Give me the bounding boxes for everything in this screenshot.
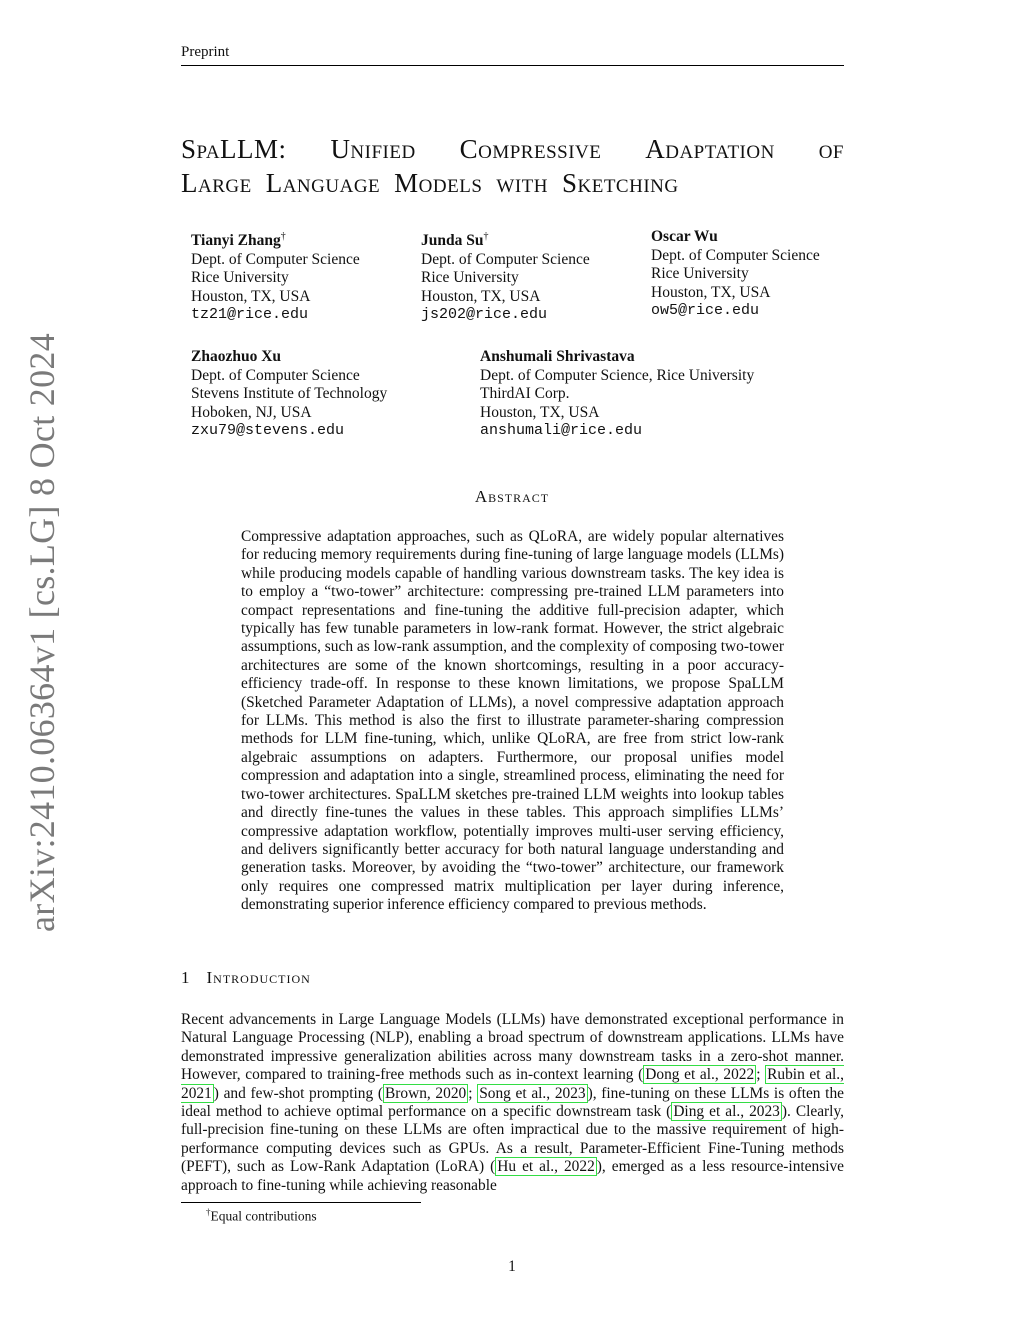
citation-link[interactable]: Hu et al., 2022 <box>497 1158 595 1176</box>
author-email[interactable]: js202@rice.edu <box>421 306 548 324</box>
author-affiliation: ThirdAI Corp. <box>480 385 570 402</box>
author-block <box>651 228 820 321</box>
author-block <box>421 228 590 325</box>
citation-link[interactable]: Brown, 2020 <box>385 1084 467 1102</box>
author-location: Houston, TX, USA <box>191 287 311 305</box>
title-word: Adaptation <box>645 134 775 164</box>
author-location: Houston, TX, USA <box>651 283 771 301</box>
title-word: Large <box>181 168 252 198</box>
citation-link[interactable]: Song et al., 2023 <box>479 1084 586 1102</box>
footnote <box>206 1207 317 1225</box>
author-name: Oscar Wu <box>651 228 718 245</box>
paper-title <box>181 132 844 200</box>
citation-link[interactable]: Dong et al., 2022 <box>645 1066 755 1084</box>
author-dept: Dept. of Computer Science <box>421 250 590 268</box>
author-location: Hoboken, NJ, USA <box>191 403 312 421</box>
running-header: Preprint <box>181 44 230 60</box>
section-heading <box>181 968 311 988</box>
author-dept: Dept. of Computer Science <box>191 366 360 384</box>
header-rule <box>181 65 844 66</box>
author-affiliation: Rice University <box>421 269 519 287</box>
author-name: Zhaozhuo Xu <box>191 348 282 365</box>
body-text: ; <box>468 1084 478 1102</box>
section-number: 1 <box>181 968 191 987</box>
body-text: ), emerged as a less resource-intensive approach to fine-tuning while achieving reasonable <box>181 1158 844 1194</box>
section-title: Introduction <box>206 968 311 987</box>
author-dept: Dept. of Computer Science, Rice University <box>480 366 755 384</box>
arxiv-identifier: arXiv:2410.06364v1 [cs.LG] 8 Oct 2024 <box>22 333 62 932</box>
author-location: Houston, TX, USA <box>421 287 541 305</box>
abstract-heading: Abstract <box>474 487 550 506</box>
body-text: ) and few-shot prompting ( <box>213 1084 383 1102</box>
title-word: Models <box>394 168 483 198</box>
citation-link[interactable]: Ding et al., 2023 <box>673 1103 780 1121</box>
author-affiliation: Rice University <box>191 269 289 287</box>
author-name: Anshumali Shrivastava <box>480 348 635 365</box>
author-location: Houston, TX, USA <box>480 403 600 421</box>
author-affiliation: Rice University <box>651 265 749 282</box>
body-text: Recent advancements in Large Language Models (LLMs) have demonstrated exceptional performance in Natural Language Processing (NLP), enabling a broad spectrum of downstream applications. LLMs have demonstrated impressive generalization abilities across many downstream tasks in a zero-shot manner. However, compared to training-free methods such as in-context learning ( <box>181 1011 844 1084</box>
title-word: Unified <box>330 134 416 164</box>
author-dept: Dept. of Computer Science <box>191 250 360 268</box>
author-name: Tianyi Zhang† <box>191 231 286 250</box>
title-word: of <box>818 134 844 164</box>
author-email[interactable]: anshumali@rice.edu <box>480 422 643 439</box>
author-email[interactable]: zxu79@stevens.edu <box>191 422 345 439</box>
author-block <box>480 348 754 441</box>
footnote-mark: † <box>206 1207 211 1217</box>
introduction-paragraph <box>181 1011 844 1195</box>
title-word: Compressive <box>459 134 602 164</box>
title-word: SpaLLM: <box>181 134 287 164</box>
title-line-1 <box>181 132 844 166</box>
author-affiliation: Stevens Institute of Technology <box>191 385 388 402</box>
title-line-2 <box>181 166 844 200</box>
author-name: Junda Su† <box>421 231 489 250</box>
abstract-text: Compressive adaptation approaches, such as QLoRA, are widely popular alternatives for reducing memory requirements during fine-tuning of large language models (LLMs) while producing models capable of handling various downstream tasks. The key idea is to employ a “two-tower” architecture: compressing pre-trained LLM parameters into compact representations and fine-tuning the additive full-precision adapter, which typically has few tunable parameters in low-rank format. However, the strict algebraic assumptions, such as low-rank assumption, and the complexity of composing two-tower architectures are some of the known shortcomings, resulting in a poor accuracy-efficiency trade-off. In response to these known limitations, we propose SpaLLM (Sketched Parameter Adaptation of LLMs), a novel compressive adaptation approach for LLMs. This method is also the first to illustrate parameter-sharing compression methods for LLM fine-tuning, which, unlike QLoRA, are free from strict low-rank algebraic assumptions on adapters. Furthermore, our proposal unifies model compression and adaptation into a single, streamlined process, eliminating the need for two-tower architectures. SpaLLM sketches pre-trained LLM weights into lookup tables and directly fine-tunes the values in these tables. This approach simplifies LLMs’ compressive adaptation workflow, potentially improves multi-user serving efficiency, and delivers significantly better accuracy for both natural language understanding and generation tasks. Moreover, by avoiding the “two-tower” architecture, our framework only requires one compressed matrix multiplication per layer during inference, demonstrating superior inference efficiency compared to previous methods. <box>241 528 784 914</box>
body-text: ), fine-tuning on these LLMs is often the ideal method to achieve optimal performance on a specific downstream task ( <box>181 1084 844 1121</box>
citation-link[interactable]: Rubin et al., 2021 <box>181 1066 845 1102</box>
author-email[interactable]: tz21@rice.edu <box>191 306 309 324</box>
author-block <box>191 228 360 325</box>
footnote-rule <box>181 1202 421 1203</box>
body-text: ). Clearly, full-precision fine-tuning on these LLMs are often impractical due to the massive requirement of high-performance computing devices such as GPUs. As a result, Parameter-Efficient Fine-Tuning methods (PEFT), such as Low-Rank Adaptation (LoRA) ( <box>181 1103 845 1176</box>
page-number: 1 <box>508 1258 516 1275</box>
title-word: Language <box>265 168 381 198</box>
author-email[interactable]: ow5@rice.edu <box>651 302 760 319</box>
author-block <box>191 348 387 441</box>
footnote-text: Equal contributions <box>210 1208 317 1224</box>
author-dept: Dept. of Computer Science <box>651 246 820 264</box>
title-word: with <box>496 168 548 198</box>
body-text: ; <box>756 1066 766 1084</box>
title-word: Sketching <box>561 168 679 198</box>
